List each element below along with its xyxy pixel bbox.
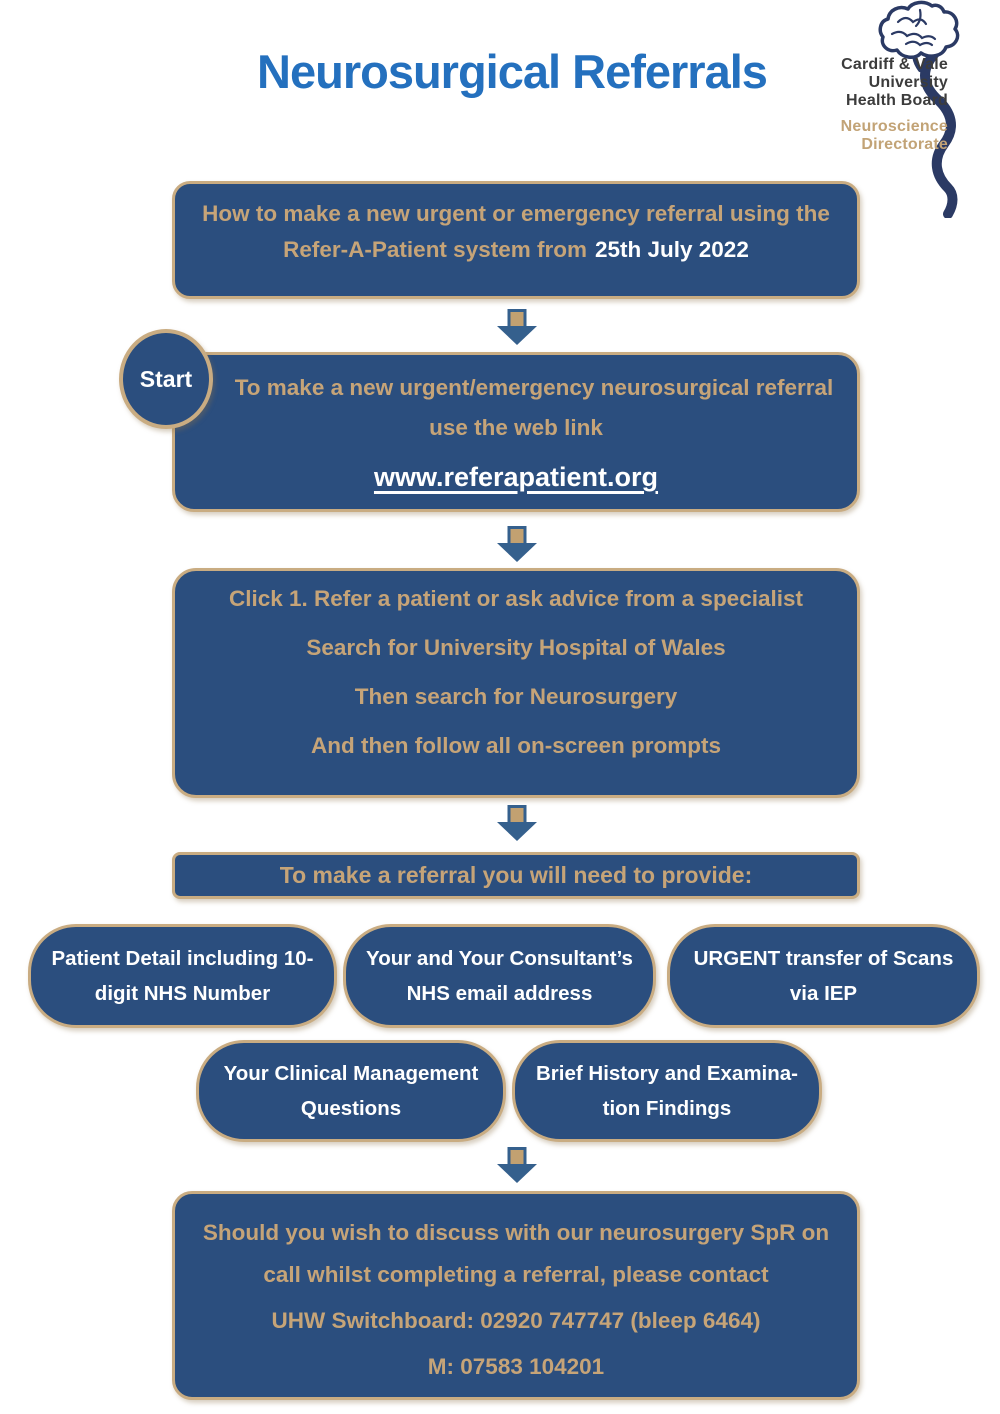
contact-switchboard: UHW Switchboard: 02920 747747 (bleep 6464) xyxy=(271,1308,761,1333)
intro-effective-date: 25th July 2022 xyxy=(594,237,749,262)
step-line: Then search for Neurosurgery xyxy=(354,684,678,709)
page-title: Neurosurgical Referrals xyxy=(257,45,767,98)
intro-box xyxy=(172,181,860,299)
intro-line1: How to make a new urgent or emergency referral using the xyxy=(202,201,830,226)
requirement-pill-clinical-questions xyxy=(196,1040,506,1142)
step-line: Click 1. Refer a patient or ask advice from a specialist xyxy=(228,586,803,611)
contact-mobile: M: 07583 104201 xyxy=(427,1354,605,1379)
provide-heading: To make a referral you will need to provide: xyxy=(279,862,753,888)
down-arrow-icon xyxy=(494,1147,540,1185)
pill-line: tion Findings xyxy=(602,1097,732,1120)
steps-box xyxy=(172,568,860,798)
intro-line2 xyxy=(175,232,857,268)
referapatient-link[interactable]: www.referapatient.org xyxy=(373,462,659,492)
pill-line: digit NHS Number xyxy=(94,982,271,1005)
logo-dept-line: Directorate xyxy=(861,136,948,153)
start-node xyxy=(119,329,213,429)
weblink-box xyxy=(172,352,860,512)
down-arrow-icon xyxy=(494,309,540,347)
pill-line: Patient Detail including 10- xyxy=(51,947,314,970)
pill-line: URGENT transfer of Scans xyxy=(693,947,954,970)
pill-line: via IEP xyxy=(789,982,858,1005)
requirement-pill-patient-details xyxy=(28,924,337,1028)
intro-line2-prefix: Refer-A-Patient system from xyxy=(283,237,587,262)
requirement-pill-nhs-email xyxy=(343,924,656,1028)
logo-org-line: Cardiff & Vale xyxy=(841,56,948,73)
contact-paragraph-line1: Should you wish to discuss with our neurosurgery SpR on xyxy=(202,1220,830,1245)
requirement-pill-scan-transfer xyxy=(667,924,980,1028)
down-arrow-icon xyxy=(494,526,540,564)
weblink-line1: To make a new urgent/emergency neurosurgical referral xyxy=(234,375,834,400)
logo-org-name xyxy=(841,56,948,110)
contact-paragraph-line2: call whilst completing a referral, please contact xyxy=(263,1262,769,1287)
step-line: Search for University Hospital of Wales xyxy=(306,635,726,660)
logo-org-line: Health Board xyxy=(846,92,948,109)
logo-directorate-name xyxy=(841,118,948,154)
requirement-pill-history-findings xyxy=(512,1040,822,1142)
step-line: And then follow all on-screen prompts xyxy=(310,733,722,758)
pill-line: Your Clinical Management xyxy=(223,1062,479,1085)
pill-line: NHS email address xyxy=(406,982,593,1005)
logo-dept-line: Neuroscience xyxy=(840,118,948,135)
logo-org-line: University xyxy=(868,74,948,91)
down-arrow-icon xyxy=(494,805,540,843)
pill-line: Questions xyxy=(300,1097,402,1120)
pill-line: Your and Your Consultant’s xyxy=(366,947,633,970)
pill-line: Brief History and Examina- xyxy=(535,1062,798,1085)
provide-heading-bar xyxy=(172,852,860,899)
start-label: Start xyxy=(139,365,193,392)
contact-box xyxy=(172,1191,860,1400)
weblink-line2: use the web link xyxy=(429,415,603,440)
